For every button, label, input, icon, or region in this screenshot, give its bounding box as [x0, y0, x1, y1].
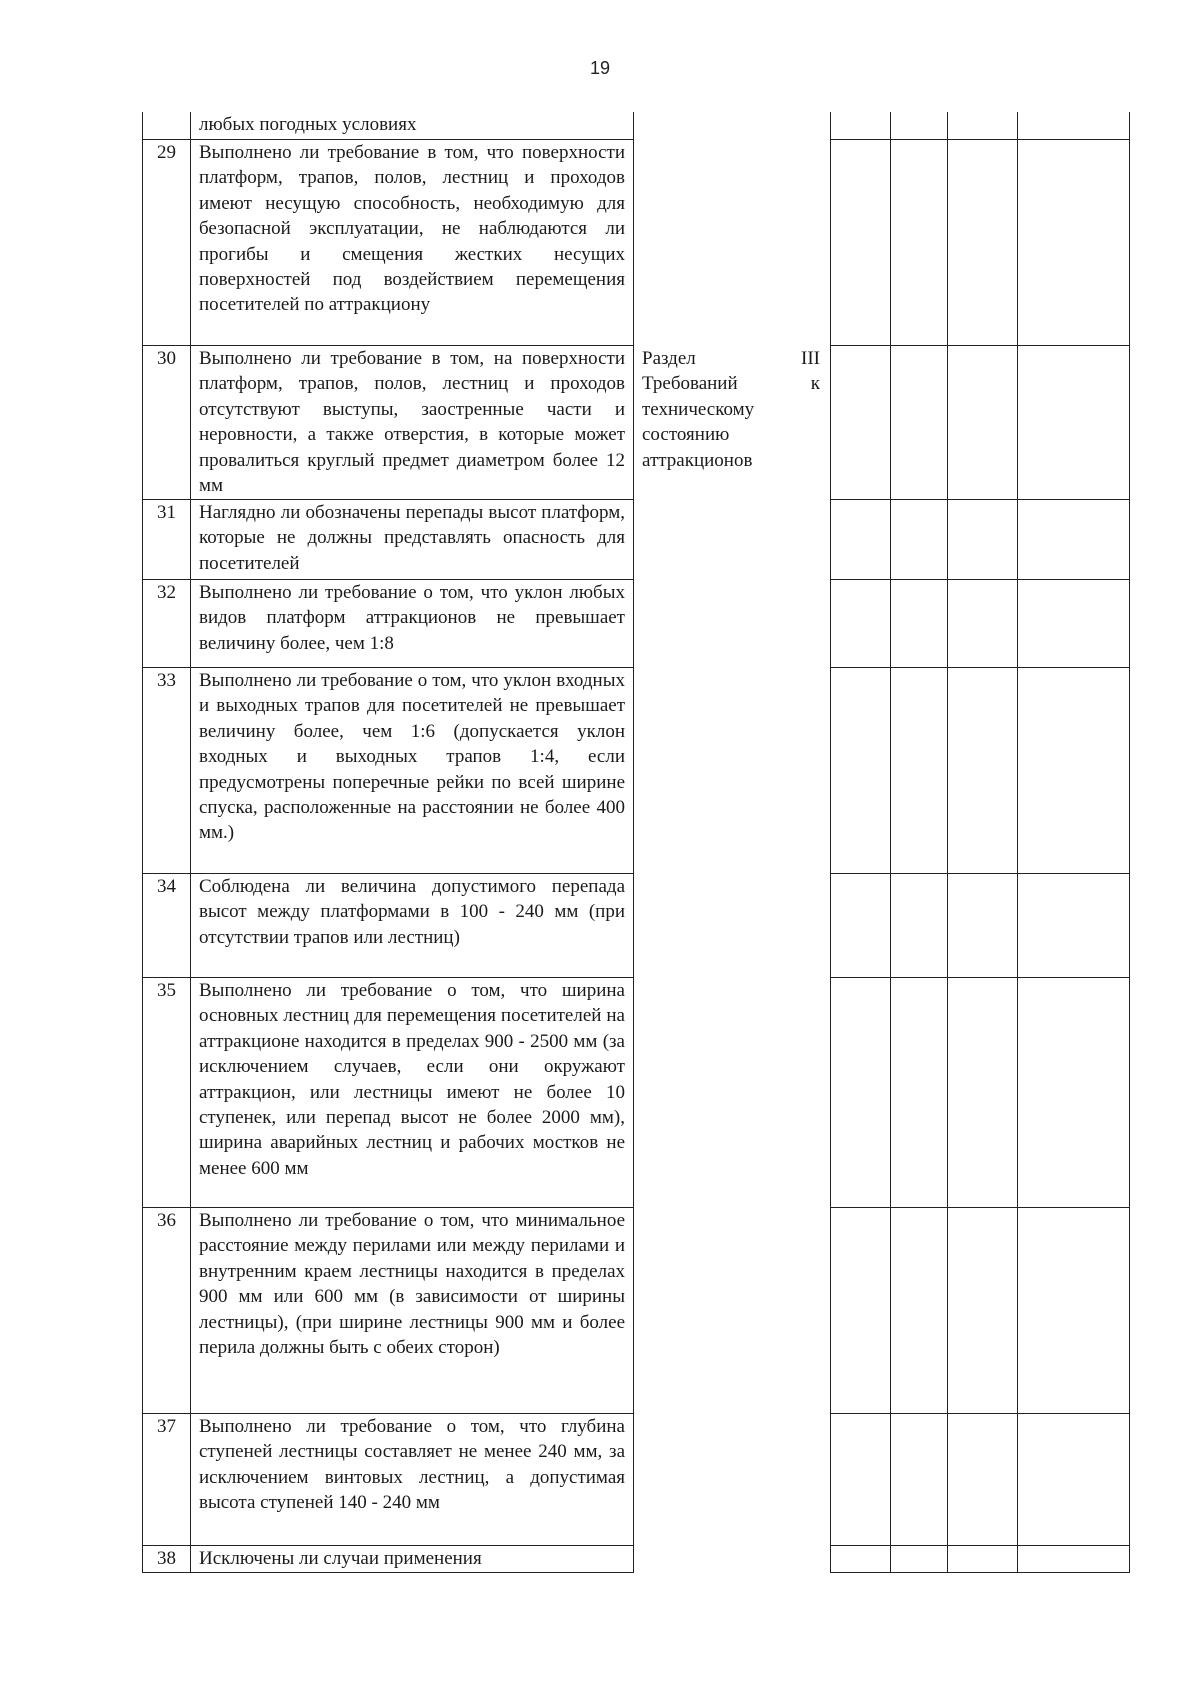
grid-cell: [1018, 140, 1129, 345]
row-question: Выполнено ли требование о том, что уклон любых видов платформ аттракционов не превышает величину более, чем 1:8: [199, 582, 625, 654]
reference-text: техническому: [642, 398, 755, 420]
grid-cell: [1018, 500, 1129, 579]
grid-cell: [948, 140, 1018, 345]
table-row: [143, 345, 633, 499]
grid-row: [831, 579, 1129, 667]
grid-cell: [891, 500, 948, 579]
row-number: 35: [143, 978, 191, 1207]
table-row: [143, 139, 633, 345]
grid-row: [831, 1207, 1129, 1413]
grid-row: [831, 112, 1129, 139]
reference-text: к: [810, 373, 820, 395]
row-question: Соблюдена ли величина допустимого перепада высот между платформами в 100 - 240 мм (при отсутствии трапов или лестниц): [199, 876, 625, 948]
grid-cell: [948, 346, 1018, 499]
grid-cell: [1018, 346, 1129, 499]
grid-cell: [831, 668, 891, 873]
grid-cell: [831, 112, 891, 139]
grid-row: [831, 1545, 1129, 1572]
row-number: 31: [143, 500, 191, 579]
row-question: Выполнено ли требование о том, что ширина основных лестниц для перемещения посетителей на аттракционе находится в пределах 900 - 2500 мм (за исключением случаев, если они окружают аттракцион, или лестницы имеют не более 10 ступенек, или перепад высот не более 2000 мм), ширина аварийных лестниц и рабочих мостков не менее 600 мм: [199, 980, 625, 1179]
row-number: 33: [143, 668, 191, 873]
row-question: Выполнено ли требование о том, что уклон входных и выходных трапов для посетителей не превышает величину более, чем 1:6 (допускается уклон входных и выходных трапов 1:4, если предусмотрены поперечные рейки по всей ширине спуска, расположенные на расстоянии не более 400 мм.): [199, 670, 625, 844]
row-number: 29: [143, 140, 191, 345]
grid-cell: [891, 1208, 948, 1413]
answer-grid: [830, 112, 1130, 1573]
grid-cell: [1018, 112, 1129, 139]
grid-cell: [948, 1546, 1018, 1572]
table-row: [143, 667, 633, 873]
row-number: 37: [143, 1414, 191, 1545]
grid-cell: [1018, 1208, 1129, 1413]
grid-row: [831, 873, 1129, 977]
row-number: 30: [143, 346, 191, 499]
requirement-reference: [642, 346, 820, 473]
grid-cell: [891, 1414, 948, 1545]
table-row: [143, 977, 633, 1207]
grid-cell: [948, 112, 1018, 139]
grid-row: [831, 345, 1129, 499]
reference-text: аттракционов: [642, 449, 753, 471]
row-number: 34: [143, 874, 191, 977]
grid-row: [831, 1413, 1129, 1545]
table-row: [143, 579, 633, 667]
grid-cell: [1018, 1546, 1129, 1572]
grid-cell: [831, 1208, 891, 1413]
row-question: любых погодных условиях: [199, 114, 417, 135]
grid-cell: [891, 668, 948, 873]
table-row: [143, 873, 633, 977]
row-question: Наглядно ли обозначены перепады высот платформ, которые не должны представлять опасность для посетителей: [199, 502, 625, 574]
grid-cell: [831, 1414, 891, 1545]
grid-cell: [948, 668, 1018, 873]
row-number: 38: [143, 1546, 191, 1572]
table-row: [143, 1413, 633, 1545]
grid-cell: [891, 978, 948, 1207]
grid-cell: [831, 978, 891, 1207]
reference-text: состоянию: [642, 424, 730, 446]
page-number: 19: [589, 58, 611, 78]
row-question: Выполнено ли требование в том, что поверхности платформ, трапов, полов, лестниц и проходов имеют несущую способность, необходимую для безопасной эксплуатации, не наблюдаются ли прогибы и смещения жестких несущих поверхностей под воздействием перемещения посетителей по аттракциону: [199, 142, 625, 316]
grid-cell: [831, 500, 891, 579]
table-row: [143, 499, 633, 579]
grid-cell: [831, 1546, 891, 1572]
grid-row: [831, 667, 1129, 873]
reference-text: Требований: [642, 373, 738, 395]
grid-cell: [891, 874, 948, 977]
grid-cell: [891, 140, 948, 345]
table-row: [143, 1545, 633, 1572]
grid-cell: [831, 346, 891, 499]
grid-cell: [948, 1414, 1018, 1545]
checklist-table: [142, 112, 634, 1573]
row-number: [143, 112, 191, 139]
row-question: Исключены ли случаи применения: [199, 1548, 482, 1569]
grid-cell: [948, 500, 1018, 579]
row-question: Выполнено ли требование о том, что минимальное расстояние между перилами или между перилами и внутренним краем лестницы находится в пределах 900 мм или 600 мм (в зависимости от ширины лестницы), (при ширине лестницы 900 мм и более перила должны быть с обеих сторон): [199, 1210, 625, 1359]
grid-cell: [1018, 580, 1129, 667]
grid-cell: [891, 1546, 948, 1572]
grid-row: [831, 977, 1129, 1207]
grid-cell: [831, 140, 891, 345]
grid-cell: [948, 978, 1018, 1207]
grid-cell: [891, 580, 948, 667]
grid-cell: [948, 874, 1018, 977]
grid-cell: [948, 580, 1018, 667]
row-number: 32: [143, 580, 191, 667]
reference-text: Раздел: [642, 348, 696, 369]
table-row: [143, 1207, 633, 1413]
grid-cell: [891, 346, 948, 499]
row-question: Выполнено ли требование в том, на поверхности платформ, трапов, полов, лестниц и проходов отсутствуют выступы, заостренные части и неровности, а также отверстия, в которые может провалиться круглый предмет диаметром более 12 мм: [199, 348, 625, 497]
grid-cell: [831, 580, 891, 667]
grid-cell: [1018, 1414, 1129, 1545]
grid-cell: [1018, 874, 1129, 977]
reference-text: III: [801, 348, 820, 369]
grid-cell: [891, 112, 948, 139]
row-question: Выполнено ли требование о том, что глубина ступеней лестницы составляет не менее 240 мм, за исключением винтовых лестниц, а допустимая высота ступеней 140 - 240 мм: [199, 1416, 625, 1514]
grid-cell: [1018, 668, 1129, 873]
grid-cell: [1018, 978, 1129, 1207]
grid-cell: [831, 874, 891, 977]
grid-row: [831, 499, 1129, 579]
grid-row: [831, 139, 1129, 345]
grid-cell: [948, 1208, 1018, 1413]
row-number: 36: [143, 1208, 191, 1413]
table-row: [143, 112, 633, 139]
